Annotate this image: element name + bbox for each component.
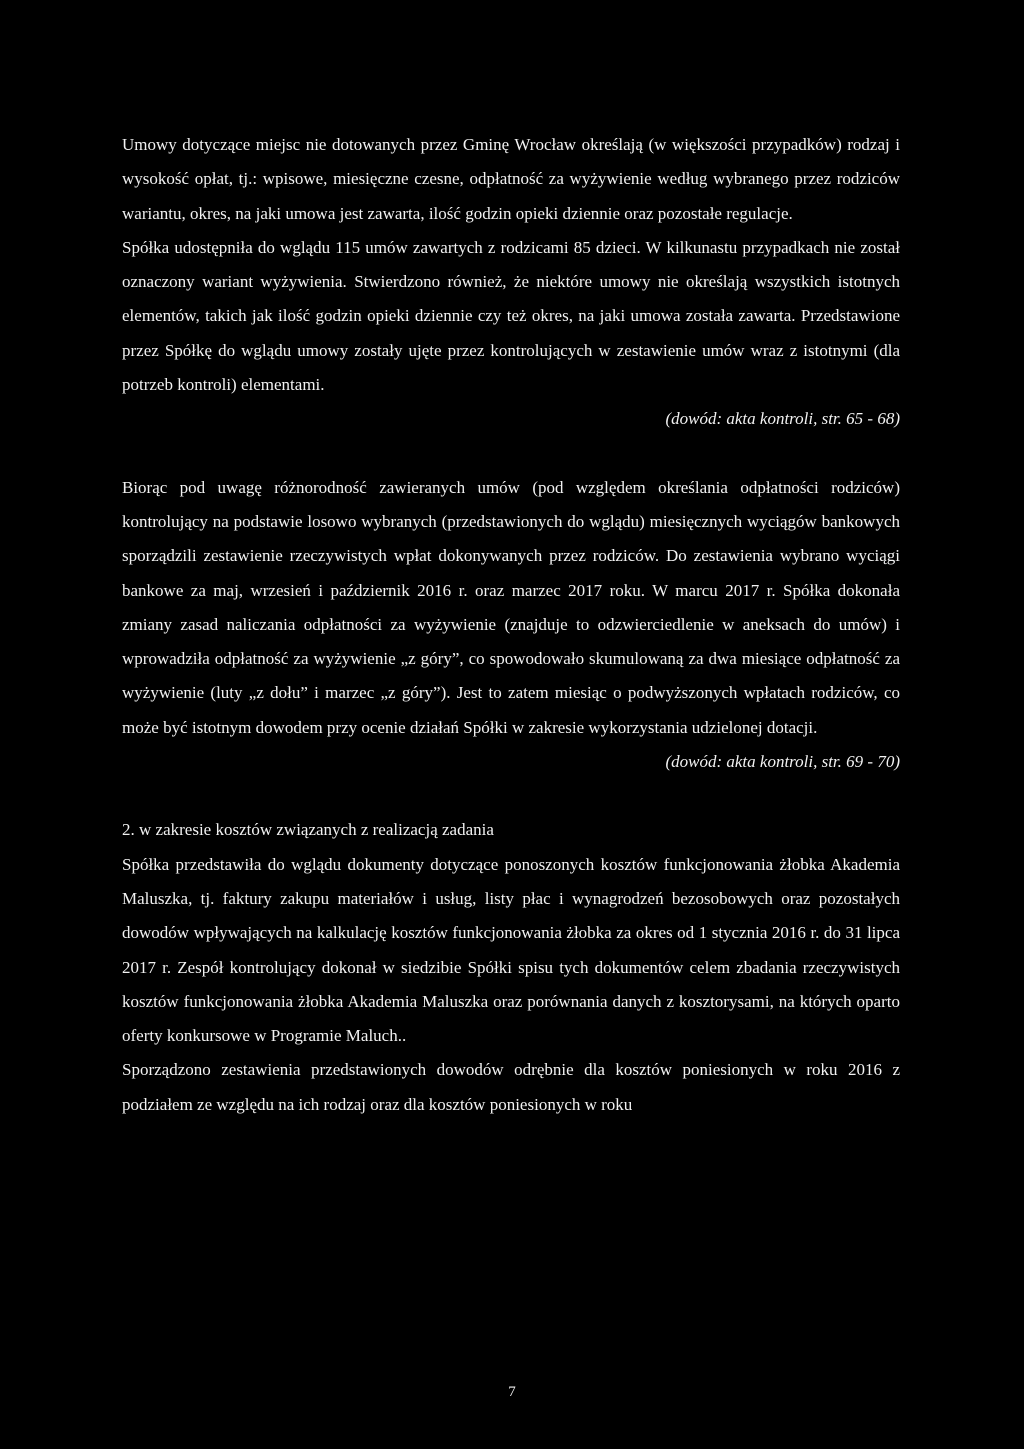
evidence-reference-2: (dowód: akta kontroli, str. 69 - 70) (665, 752, 900, 772)
paragraph-bank-statements: Biorąc pod uwagę różnorodność zawieranych umów (pod względem określania odpłatności rodziców) kontrolujący na podstawie losowo wybranych (przedstawionych do wglądu) miesięcznych wyciągów bankowych sporządzili zestawienie rzeczywistych wpłat dokonywanych przez rodziców. Do zestawienia wybrano wyciągi bankowe za maj, wrzesień i październik 2016 r. oraz marzec 2017 roku. W marcu 2017 r. Spółka dokonała zmiany zasad naliczania odpłatności za wyżywienie (znajduje to odzwierciedlenie w aneksach do umów) i wprowadziła odpłatność za wyżywienie „z góry”, co spowodowało skumulowaną za dwa miesiące odpłatność za wyżywienie (luty „z dołu” i marzec „z góry”). Jest to zatem miesiąc o podwyższonych wpłatach rodziców, co może być istotnym dowodem przy ocenie działań Spółki w zakresie wykorzystania udzielonej dotacji. (122, 477, 900, 737)
document-body (122, 128, 900, 1122)
page-number: 7 (508, 1384, 516, 1400)
section-heading-costs: 2. w zakresie kosztów związanych z realizacją zadania (122, 820, 494, 840)
paragraph-contracts: Umowy dotyczące miejsc nie dotowanych przez Gminę Wrocław określają (w większości przypadków) rodzaj i wysokość opłat, tj.: wpisowe, miesięczne czesne, odpłatność za wyżywienie według wybranego przez rodziców wariantu, okres, na jaki umowa jest zawarta, ilość godzin opieki dziennie oraz pozostałe regulacje. (122, 135, 900, 223)
paragraph-cost-documents: Spółka przedstawiła do wglądu dokumenty dotyczące ponoszonych kosztów funkcjonowania żłobka Akademia Maluszka, tj. faktury zakupu materiałów i usług, listy płac i wynagrodzeń bezosobowych oraz pozostałych dowodów wpływających na kalkulację kosztów funkcjonowania żłobka za okres od 1 stycznia 2016 r. do 31 lipca 2017 r. Zespół kontrolujący dokonał w siedzibie Spółki spisu tych dokumentów celem zbadania rzeczywistych kosztów funkcjonowania żłobka Akademia Maluszka oraz porównania danych z kosztorysami, na których oparto oferty konkursowe w Programie Maluch.. (122, 854, 900, 1046)
spacer (122, 779, 900, 813)
paragraph-contracts-review: Spółka udostępniła do wglądu 115 umów zawartych z rodzicami 85 dzieci. W kilkunastu przypadkach nie został oznaczony wariant wyżywienia. Stwierdzono również, że niektóre umowy nie określają wszystkich istotnych elementów, takich jak ilość godzin opieki dziennie czy też okres, na jaki umowa została zawarta. Przedstawione przez Spółkę do wglądu umowy zostały ujęte przez kontrolujących w zestawienie umów wraz z istotnymi (dla potrzeb kontroli) elementami. (122, 237, 900, 395)
evidence-reference-1: (dowód: akta kontroli, str. 65 - 68) (665, 409, 900, 429)
paragraph-cost-summaries: Sporządzono zestawienia przedstawionych dowodów odrębnie dla kosztów poniesionych w roku 2016 z podziałem ze względu na ich rodzaj oraz dla kosztów poniesionych w roku (122, 1060, 900, 1114)
spacer (122, 437, 900, 471)
